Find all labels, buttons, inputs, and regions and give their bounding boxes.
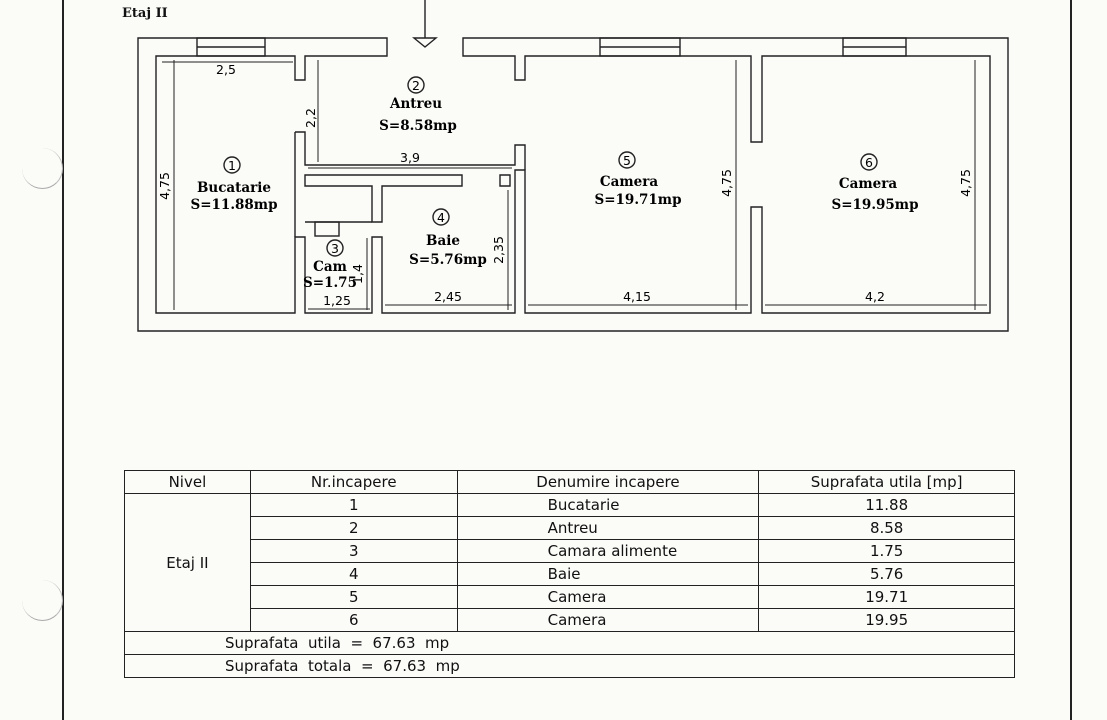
row-name: Camera (457, 586, 759, 609)
row-nr: 3 (250, 540, 457, 563)
row-nr: 2 (250, 517, 457, 540)
room-num-1: 1 (228, 158, 236, 173)
dim-label: 4,75 (958, 169, 973, 197)
room-area-4: S=5.76mp (409, 252, 487, 268)
row-name: Bucatarie (457, 494, 759, 517)
room-num-4: 4 (437, 210, 445, 225)
room-area-2: S=8.58mp (379, 118, 457, 134)
room-area-1: S=11.88mp (190, 197, 278, 213)
table-row (125, 540, 1015, 563)
dim-label: 2,35 (491, 236, 506, 264)
room-area-3: S=1.75 (303, 275, 357, 291)
row-area: 19.71 (759, 586, 1015, 609)
header-nivel: Nivel (125, 471, 251, 494)
header-nr: Nr.incapere (250, 471, 457, 494)
total-area: Suprafata totala = 67.63 mp (125, 655, 1015, 678)
punch-hole-bottom (22, 580, 63, 621)
total-useful-row (125, 632, 1015, 655)
row-nr: 6 (250, 609, 457, 632)
dim-label: 4,75 (719, 169, 734, 197)
row-nr: 4 (250, 563, 457, 586)
row-name: Camara alimente (457, 540, 759, 563)
total-area-row (125, 655, 1015, 678)
row-name: Antreu (457, 517, 759, 540)
table-row (125, 494, 1015, 517)
room-num-6: 6 (865, 155, 873, 170)
dim-label: 2,45 (434, 289, 462, 304)
row-name: Baie (457, 563, 759, 586)
row-name: Camera (457, 609, 759, 632)
total-useful: Suprafata utila = 67.63 mp (125, 632, 1015, 655)
room-name-2: Antreu (389, 96, 443, 112)
table-row (125, 563, 1015, 586)
dim-label: 4,2 (865, 289, 885, 304)
area-table (124, 470, 1015, 678)
room-name-3: Cam (313, 259, 347, 275)
row-area: 8.58 (759, 517, 1015, 540)
header-denumire: Denumire incapere (457, 471, 759, 494)
dim-label: 2,2 (303, 108, 318, 128)
dim-label: 1,4 (350, 264, 365, 284)
room-num-5: 5 (623, 153, 631, 168)
table-row (125, 586, 1015, 609)
plan-title: Etaj II (122, 6, 168, 21)
row-area: 11.88 (759, 494, 1015, 517)
row-area: 19.95 (759, 609, 1015, 632)
room-name-1: Bucatarie (196, 180, 272, 196)
dim-label: 3,9 (400, 150, 420, 165)
dim-label: 4,75 (157, 172, 172, 200)
dim-label: 1,25 (323, 293, 351, 308)
dim-label: 4,15 (623, 289, 651, 304)
row-nr: 1 (250, 494, 457, 517)
room-area-6: S=19.95mp (831, 197, 919, 213)
level-cell: Etaj II (125, 494, 251, 632)
room-name-4: Baie (426, 233, 460, 249)
row-nr: 5 (250, 586, 457, 609)
room-num-2: 2 (412, 78, 420, 93)
room-name-6: Camera (838, 176, 898, 192)
table-header-row (125, 471, 1015, 494)
room-area-5: S=19.71mp (594, 192, 682, 208)
room-name-5: Camera (599, 174, 659, 190)
row-area: 5.76 (759, 563, 1015, 586)
table-row (125, 517, 1015, 540)
table-row (125, 609, 1015, 632)
header-suprafata: Suprafata utila [mp] (759, 471, 1015, 494)
room-num-3: 3 (331, 241, 339, 256)
row-area: 1.75 (759, 540, 1015, 563)
dim-label: 2,5 (216, 62, 236, 77)
